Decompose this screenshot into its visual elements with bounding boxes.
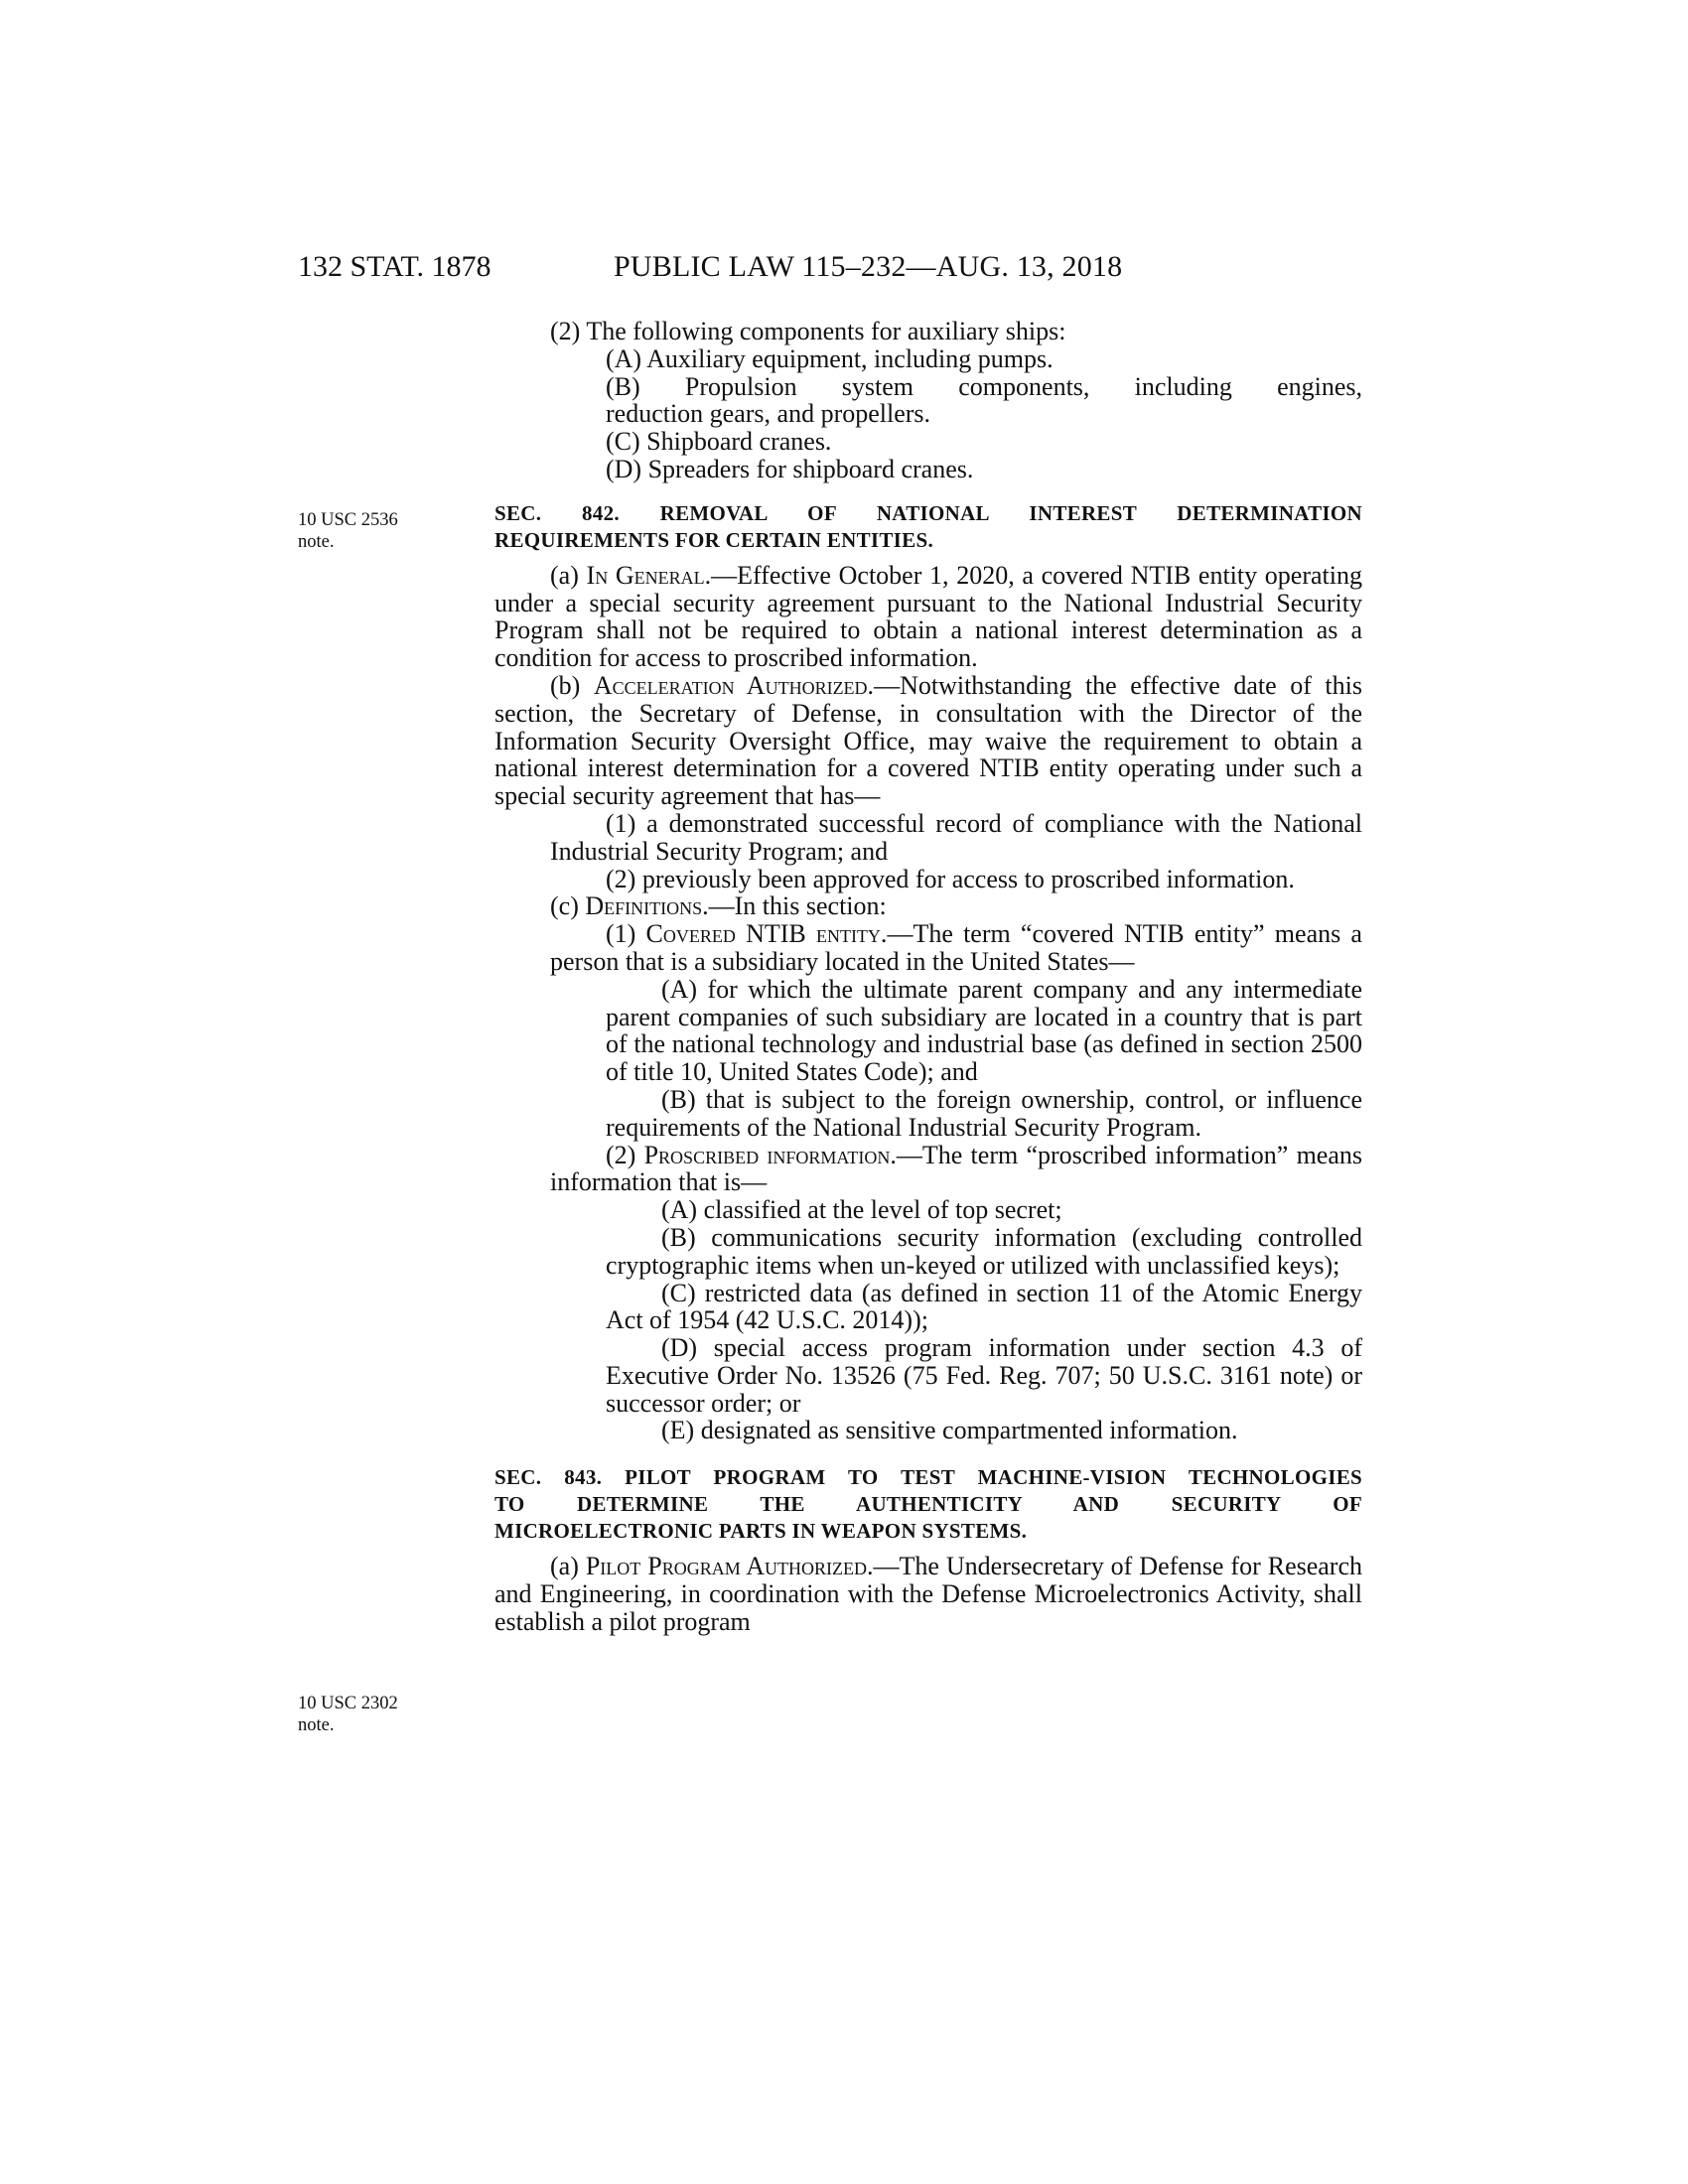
- definition-caption: Covered NTIB entity.: [645, 919, 888, 949]
- subsection-caption: In General.: [586, 560, 712, 590]
- margin-note-citation: 10 USC 2536: [298, 510, 398, 530]
- margin-note-sec-843: [298, 1693, 398, 1736]
- definition-c2-c: (C) restricted data (as defined in section 11 of the Atomic Energy Act of 1954 (42 U.S.C. 2014));: [606, 1278, 1362, 1335]
- subsection-a-pilot-program: (a) Pilot Program Authorized.—The Undersecretary of Defense for Research and Engineering, in coordination with the Defense Microelectronics Activity, shall establish a pilot program: [494, 1552, 1362, 1636]
- subsection-caption: Acceleration Authorized.: [593, 670, 875, 700]
- subsection-caption: Definitions.: [585, 891, 709, 921]
- margin-note-suffix: note.: [298, 1715, 335, 1735]
- paragraph-2-auxiliary-ships: (2) The following components for auxiliary ships:: [550, 317, 1066, 345]
- definition-c2-e: (E) designated as sensitive compartmented information.: [661, 1416, 1238, 1445]
- subsection-b-acceleration: (b) Acceleration Authorized.—Notwithstanding the effective date of this section, the Secretary of Defense, in consultation with the Director of the Information Security Oversight Office, may waive the requirement to obtain a national interest determination for a covered NTIB entity operating under such a special security agreement that has—: [494, 670, 1362, 811]
- definition-c2-a: (A) classified at the level of top secret;: [661, 1195, 1062, 1225]
- definition-c2-b: (B) communications security information (excluding controlled cryptographic items when un-keyed or utilized with unclassified keys);: [606, 1222, 1362, 1280]
- page-header: [298, 250, 1362, 290]
- definition-c2-d: (D) special access program information under section 4.3 of Executive Order No. 13526 (75 Fed. Reg. 707; 50 U.S.C. 3161 note) or successor order; or: [606, 1333, 1362, 1418]
- item-b-propulsion-line2: reduction gears, and propellers.: [606, 399, 931, 429]
- margin-note-sec-842: [298, 509, 398, 553]
- definition-caption: Proscribed information.: [643, 1140, 897, 1169]
- item-b-propulsion-line1: (B) Propulsion system components, including engines,: [606, 371, 1362, 401]
- item-d-spreaders: (D) Spreaders for shipboard cranes.: [606, 454, 974, 483]
- definition-c1-a: (A) for which the ultimate parent company and any intermediate parent companies of such subsidiary are located in a country that is part of the national technology and industrial base (as defined in section 2500 of title 10, United States Code); and: [606, 974, 1362, 1087]
- subsection-caption: Pilot Program Authorized.: [585, 1552, 874, 1581]
- subsection-c-definitions: (c) Definitions.—In this section:: [550, 891, 887, 921]
- public-law-title: PUBLIC LAW 115–232—AUG. 13, 2018: [614, 250, 1123, 283]
- definition-covered-ntib-entity: (1) Covered NTIB entity.—The term “covered NTIB entity” means a person that is a subsidiary located in the United States—: [550, 919, 1362, 976]
- section-heading-line: SEC. 842. REMOVAL OF NATIONAL INTEREST DETERMINATION: [494, 500, 1362, 525]
- margin-note-suffix: note.: [298, 532, 335, 552]
- paragraph-b1: (1) a demonstrated successful record of compliance with the National Industrial Security Program; and: [550, 808, 1362, 866]
- definition-c1-b: (B) that is subject to the foreign ownership, control, or influence requirements of the National Industrial Security Program.: [606, 1084, 1362, 1142]
- section-heading-line: SEC. 843. PILOT PROGRAM TO TEST MACHINE-VISION TECHNOLOGIES: [494, 1465, 1362, 1490]
- section-heading-line: REQUIREMENTS FOR CERTAIN ENTITIES.: [494, 527, 933, 552]
- section-843-heading: [494, 1464, 1362, 1545]
- margin-note-citation: 10 USC 2302: [298, 1694, 398, 1713]
- section-heading-line: MICROELECTRONIC PARTS IN WEAPON SYSTEMS.: [494, 1519, 1028, 1544]
- paragraph-b2: (2) previously been approved for access to proscribed information.: [606, 864, 1295, 893]
- item-a-auxiliary-equipment: (A) Auxiliary equipment, including pumps.: [606, 343, 1054, 373]
- section-842-heading: [494, 500, 1362, 554]
- subsection-a-in-general: (a) In General.—Effective October 1, 2020, a covered NTIB entity operating under a special security agreement pursuant to the National Industrial Security Program shall not be required to obtain a national interest determination as a condition for access to proscribed information.: [494, 560, 1362, 673]
- statute-page-number: 132 STAT. 1878: [298, 250, 492, 283]
- definition-proscribed-information: (2) Proscribed information.—The term “proscribed information” means information that is—: [550, 1140, 1362, 1197]
- section-heading-line: TO DETERMINE THE AUTHENTICITY AND SECURITY OF: [494, 1492, 1362, 1517]
- page-body: [494, 318, 1362, 1636]
- item-c-shipboard-cranes: (C) Shipboard cranes.: [606, 427, 832, 457]
